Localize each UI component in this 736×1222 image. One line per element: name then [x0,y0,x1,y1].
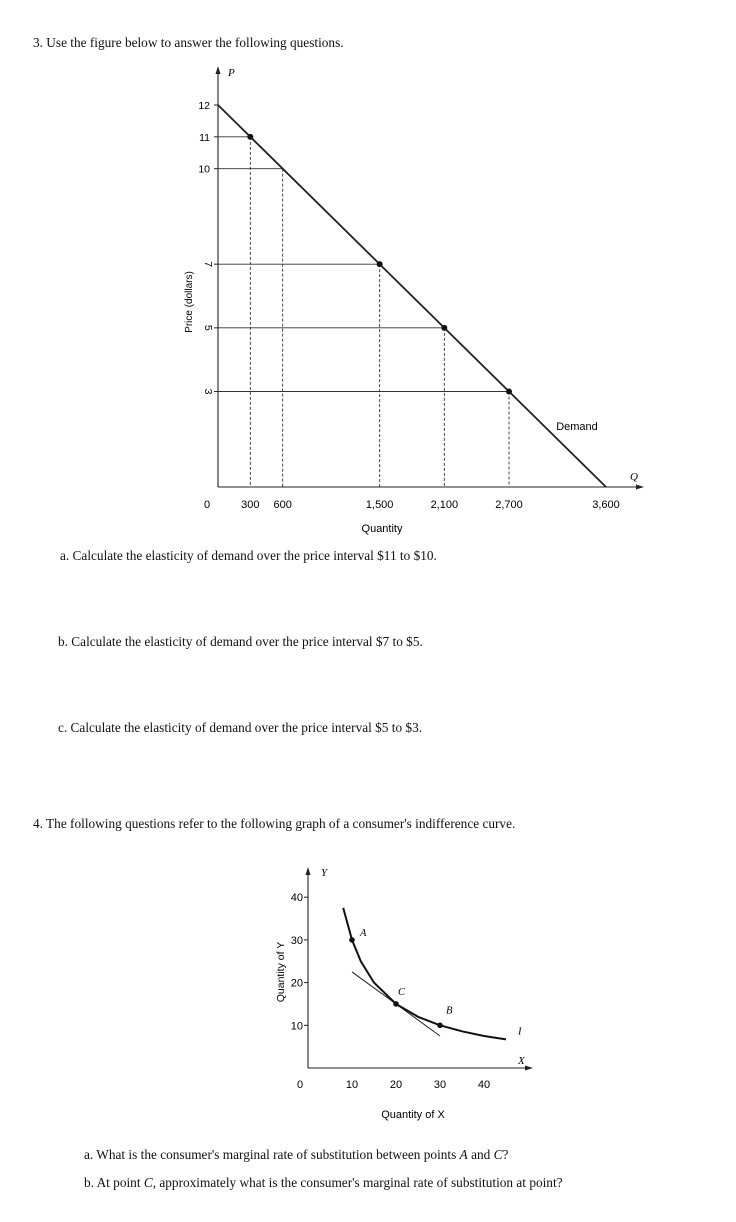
demand-curve-label: Demand [556,421,598,433]
x-tick-label: 30 [433,1079,447,1091]
q4b-text-2: , approximately what is the consumer's marginal rate of substitution at point? [152,1175,563,1190]
x-axis-arrow [525,1066,533,1071]
point-label-b: B [446,1005,453,1017]
y-tick-label: 3 [202,388,214,395]
y-axis-label: Price (dollars) [184,271,195,333]
curve-label-i: I [518,1026,522,1038]
question-3-part-b: b. Calculate the elasticity of demand over the price interval $7 to $5. [58,634,423,649]
y-tick-label: 30 [290,934,303,947]
question-3-intro: 3. Use the figure below to answer the following questions. [33,35,344,50]
q4a-text-3: ? [502,1147,509,1162]
origin-label: 0 [203,499,211,511]
origin-label: 0 [296,1079,304,1091]
x-axis-label: Quantity of X [381,1109,445,1121]
y-axis-label: Quantity of Y [275,941,287,1003]
y-tick-label: 12 [198,100,210,112]
question-3-part-c: c. Calculate the elasticity of demand over the price interval $5 to $3. [58,720,423,735]
y-tick-label: 7 [202,261,214,268]
q4a-point-c: C [493,1147,503,1162]
q4b-text-1: b. At point [84,1175,144,1190]
point-label-a: A [360,927,367,939]
curve-point-a [349,937,355,943]
x-tick-label: 2,700 [495,499,523,511]
y-tick-label: 10 [290,1020,303,1033]
x-tick-label: 20 [389,1079,403,1091]
question-3-part-a: a. Calculate the elasticity of demand over the price interval $11 to $10. [60,548,437,563]
y-tick-label: 20 [290,977,303,990]
curve-point-c [393,1001,399,1007]
x-tick-label: 300 [241,499,260,511]
indifference-curve [343,908,506,1040]
y-tick-label: 5 [202,324,214,331]
q4a-point-a: A [459,1147,468,1162]
x-tick-label: 600 [273,499,292,511]
y-axis-symbol: P [228,67,235,79]
q4b-point-c: C [143,1175,153,1190]
x-tick-label: 2,100 [430,499,459,511]
question-4-intro: 4. The following questions refer to the following graph of a consumer's indifference curve. [33,816,516,831]
point-label-c: C [398,986,406,998]
y-tick-label: 40 [290,892,303,905]
x-axis-symbol: Q [630,471,638,483]
y-axis-symbol: Y [321,867,328,879]
y-axis-arrow [306,867,311,875]
x-axis-label: Quantity [361,523,403,535]
x-tick-label: 40 [477,1079,491,1091]
curve-point-b [437,1023,443,1029]
x-tick-label: 10 [345,1079,359,1091]
x-axis-symbol: X [518,1055,525,1067]
x-tick-label: 1,500 [365,499,394,511]
y-tick-label: 11 [199,131,210,144]
y-tick-label: 10 [198,163,210,176]
q4a-text-1: a. What is the consumer's marginal rate of substitution between points [84,1147,460,1162]
x-tick-label: 3,600 [592,499,620,511]
q4a-text-2: and [467,1147,494,1162]
